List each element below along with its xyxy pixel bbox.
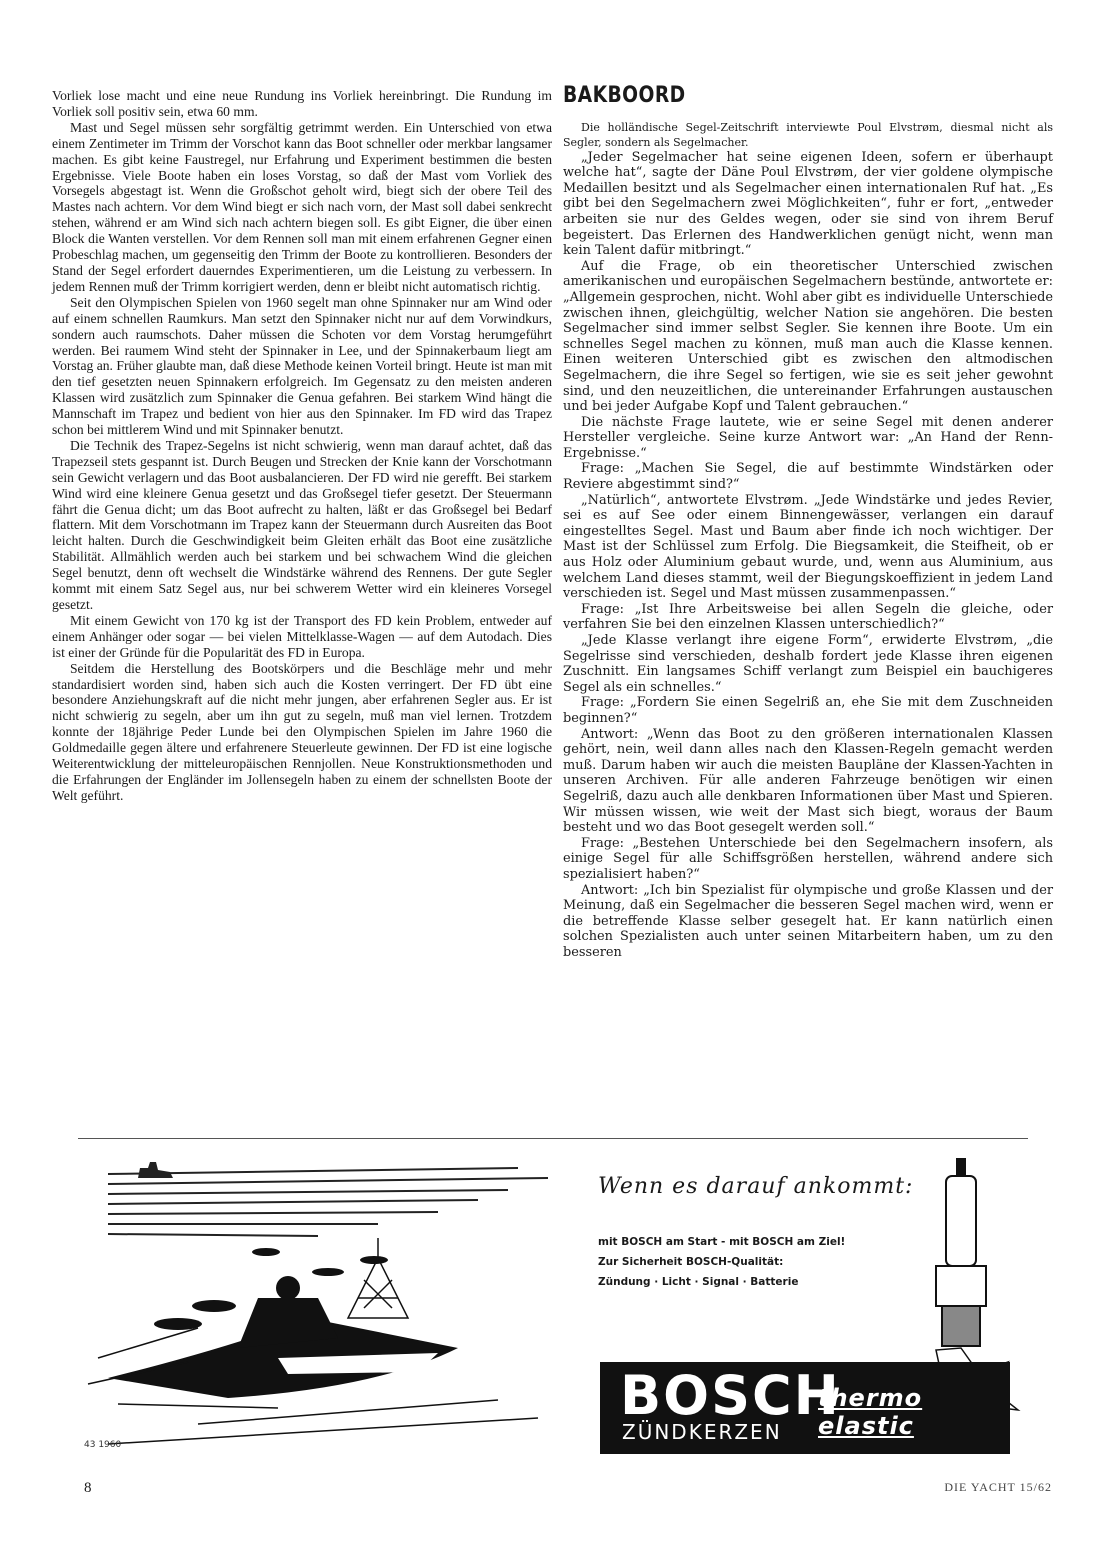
article-paragraph: Antwort: „Wenn das Boot zu den größeren internationalen Klassen gehört, nein, weil dann alles nach den Klassen-Regeln gemacht werden muß. Darum haben wir auch die meisten Baupläne der Klassen-Yachten in unseren Archiven. Für alle anderen Fahrzeuge benötigen wir einen Segelriß, dazu auch alle denkbaren Informationen über Mast und Spieren. Wir müssen wissen, wie weit der Mast sich biegt, woraus der Baum besteht und wo das Boot gesegelt werden soll.“ bbox=[563, 726, 1053, 836]
left-article-column bbox=[52, 88, 552, 804]
magazine-footer: DIE YACHT 15/62 bbox=[944, 1480, 1052, 1494]
bosch-logo-box bbox=[600, 1362, 1010, 1454]
article-paragraph: „Jede Klasse verlangt ihre eigene Form“, erwiderte Elvstrøm, „die Segelrisse sind verschieden, deshalb fordert jede Klasse ihren eigenen Zuschnitt. Ein langsames Schiff verlangt zum Beispiel ein bauchigeres Segel als ein schnelles.“ bbox=[563, 633, 1053, 695]
article-paragraph: „Natürlich“, antwortete Elvstrøm. „Jede Windstärke und jedes Revier, sei es auf See oder einem Binnengewässer, verlangen ein darauf eingestelltes Segel. Mast und Baum aber finde ich noch wichtiger. Der Mast ist der Schlüssel zum Erfolg. Die Biegsamkeit, die Steifheit, ob er aus Holz oder Aluminium gebaut wurde, und, wenn aus Aluminium, aus welchem Land dieses stammt, weil der Biegungskoeffizient in jedem Land verschieden ist. Segel und Mast müssen zusammenpassen.“ bbox=[563, 492, 1053, 602]
article-paragraph: Frage: „Ist Ihre Arbeitsweise bei allen Segeln die gleiche, oder verfahren Sie bei den einzelnen Klassen unterschiedlich?“ bbox=[563, 601, 1053, 633]
article-paragraph: Seit den Olympischen Spielen von 1960 segelt man ohne Spinnaker nur am Wind oder auf einem schnellen Raumkurs. Man setzt den Spinnaker nicht nur auf dem Vorwindkurs, sondern auch raumschots. Daher müssen die Schoten vor dem Vorstag herumgeführt werden. Bei raumem Wind steht der Spinnaker in Lee, und der Spinnakerbaum liegt am Vorstag an. Früher glaubte man, daß diese Methode keinen Vorteil bringt. Heute ist man mit den tief gesetzten neuen Spinnakern erfolgreich. Im Gegensatz zu den meisten anderen Klassen wird zusätzlich zum Spinnaker die Genua gefahren. Bei starkem Wind hängt die Mannschaft im Trapez und bedient von hier aus den Spinnaker. Im FD wird das Trapez schon bei mittlerem Wind und mit Spinnaker benutzt. bbox=[52, 294, 552, 438]
article-intro: Die holländische Segel-Zeitschrift interviewte Poul Elvstrøm, diesmal nicht als Segler, sondern als Segelmacher. bbox=[563, 120, 1053, 149]
ad-line: mit BOSCH am Start - mit BOSCH am Ziel! bbox=[598, 1236, 846, 1248]
ad-text-lines bbox=[598, 1232, 845, 1292]
bosch-advertisement bbox=[78, 1148, 1038, 1468]
article-paragraph: Frage: „Machen Sie Segel, die auf bestimmte Windstärken oder Reviere abgestimmt sind?“ bbox=[563, 461, 1053, 493]
article-paragraph: Die nächste Frage lautete, wie er seine Segel mit denen anderer Hersteller vergleiche. Seine kurze Antwort war: „An Hand der Renn-Ergebnisse.“ bbox=[563, 414, 1053, 461]
divider-rule bbox=[78, 1138, 1028, 1139]
ad-slogan: Wenn es darauf ankommt: bbox=[598, 1174, 914, 1199]
section-title: BAKBOORD bbox=[563, 83, 686, 108]
product-name: ZÜNDKERZEN bbox=[622, 1420, 782, 1444]
brand-name: BOSCH bbox=[620, 1364, 841, 1427]
ad-line: Zur Sicherheit BOSCH-Qualität: bbox=[598, 1256, 784, 1268]
ad-line: Zündung · Licht · Signal · Batterie bbox=[598, 1276, 799, 1288]
article-paragraph: „Jeder Segelmacher hat seine eigenen Ideen, sofern er überhaupt welche hat“, sagte der Däne Poul Elvstrøm, der vier goldene olympische Medaillen besitzt und als Segelmacher einen internationalen Ruf hat. „Es gibt bei den Segelmachern zwei Möglichkeiten“, fuhr er fort, „entweder arbeiten sie nur des Geldes wegen, oder sie sind von ihrem Beruf begeistert. Das Erlernen des Handwerklichen genügt nicht, wenn man kein Talent dafür mitbringt.“ bbox=[563, 149, 1053, 259]
article-paragraph: Seitdem die Herstellung des Bootskörpers und die Beschläge mehr und mehr standardisiert worden sind, haben sich auch die Kosten verringert. Der FD übt eine besondere Anziehungskraft auf die nicht mehr jungen, aber erfahrenen Segler aus. Er ist nicht schwierig zu segeln, aber um ihn gut zu segeln, muß man viel lernen. Trotzdem konnte der 18jährige Peder Lunde bei den Olympischen Spielen im Jahre 1960 die Goldmedaille gegen ältere und erfahrenere Steuerleute gewinnen. Der FD ist eine logische Weiterentwicklung der mitteleuropäischen Rennjollen. Neue Konstruktionsmethoden und die Erfahrungen der Engländer im Jollensegeln haben zu einem der schnellsten Boote der Welt geführt. bbox=[52, 660, 552, 803]
page-number: 8 bbox=[84, 1480, 92, 1496]
article-paragraph: Mit einem Gewicht von 170 kg ist der Transport des FD kein Problem, entweder auf einem Anhänger oder sogar — bei vielen Mittelklasse-Wagen — auf dem Autodach. Dies ist einer der Gründe für die Popularität des FD in Europa. bbox=[52, 612, 552, 660]
right-article-column bbox=[563, 83, 1053, 960]
article-paragraph: Vorliek lose macht und eine neue Rundung ins Vorliek hereinbringt. Die Rundung im Vorliek soll positiv sein, etwa 60 mm. bbox=[52, 88, 552, 119]
artist-signature: 43 1960 bbox=[84, 1440, 122, 1450]
article-paragraph: Antwort: „Ich bin Spezialist für olympische und große Klassen und der Meinung, daß ein Segelmacher die besseren Segel machen wird, wenn er die betreffende Klasse selber gesegelt hat. Er kann natürlich einen solchen Spezialisten auch unter seinen Mitarbeitern haben, um zu den besseren bbox=[563, 882, 1053, 960]
article-paragraph: Mast und Segel müssen sehr sorgfältig getrimmt werden. Ein Unterschied von etwa einem Zentimeter im Trimm der Vorschot kann das Boot schneller oder merkbar langsamer machen. Es gibt keine Faustregel, nur Erfahrung und Experiment bestimmen die besten Ergebnisse. Viele Boote haben ein loses Vorstag, so daß der Mast vom Vorliek des Vorsegels abgestagt ist. Wenn die Großschot geholt wird, biegt sich der obere Teil des Mastes nach achtern. Vor dem Wind biegt er sich nach vorn, der Mast soll dabei senkrecht stehen, während er am Wind sich nach achtern biegen soll. Es gibt Eigner, die über einen Block die Wanten verstellen. Vor dem Rennen soll man mit einem erfahrenen Gegner einen Probeschlag machen, um gegenseitig den Trimm der Boote zu kontrollieren. Besonders der Stand der Segel erfordert dauerndes Experimentieren, um die Leistung zu verbessern. In jedem Rennen muß der Trimm korrigiert werden, denn er bleibt nicht automatisch richtig. bbox=[52, 119, 552, 294]
article-paragraph: Frage: „Fordern Sie einen Segelriß an, ehe Sie mit dem Zuschneiden beginnen?“ bbox=[563, 695, 1053, 726]
article-paragraph: Die Technik des Trapez-Segelns ist nicht schwierig, wenn man darauf achtet, daß das Trapezseil stets gespannt ist. Durch Beugen und Strecken der Knie kann der Vorschotmann sein Gewicht verlagern und das Boot ausbalancieren. Der FD wird nie gerefft. Bei starkem Wind wird eine kleinere Genua gesetzt und das Großsegel tiefer gesetzt. Der Steuermann fährt die Genua dicht; um das Boot aufrecht zu halten, läßt er das Großsegel bei Bedarf flattern. Mit dem Vorschotmann im Trapez kann der Steuermann durch Ausreiten das Boot leicht halten. Durch die Geschwindigkeit beim Gleiten erhält das Boot eine zusätzliche Stabilität. Allmählich werden auch bei starkem und bei schwachem Wind die gleichen Segel benutzt, denn oft wechselt die Windstärke während des Rennens. Der gute Segler kommt mit einem Satz Segel aus, nur bei schwerem Wetter wird ein kleineres Vorsegel gesetzt. bbox=[52, 437, 552, 612]
article-paragraph: Frage: „Bestehen Unterschiede bei den Segelmachern insofern, als einige Segel für alle Schiffsgrößen herstellen, während andere sich spezialisiert haben?“ bbox=[563, 835, 1053, 882]
article-paragraph: Auf die Frage, ob ein theoretischer Unterschied zwischen amerikanischen und europäischen Segelmachern bestünde, antwortete er: „Allgemein gesprochen, nicht. Wohl aber gibt es individuelle Unterschiede zwischen ihnen, gleichgültig, welcher Nation sie angehören. Die besten Segelmacher sind immer selbst Segler. Sie kennen ihre Boote. Um ein schnelles Segel machen zu können, muß man auch die Klasse kennen. Einen weiteren Unterschied gibt es zwischen den altmodischen Segelmachern, die ihre Segel so fertigen, wie sie es seit jeher gewohnt sind, und den neuzeitlichen, die untereinander Erfahrungen austauschen und bei jeder Aufgabe Kopf und Talent gebrauchen.“ bbox=[563, 258, 1053, 415]
product-line-logo: thermo elastic bbox=[818, 1384, 923, 1440]
